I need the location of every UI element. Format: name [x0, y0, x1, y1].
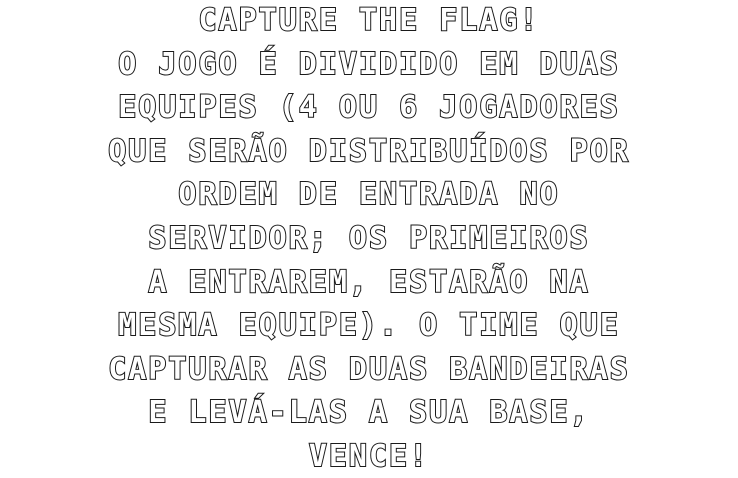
- rules-line-10: VENCE!: [308, 438, 430, 474]
- rules-line-7: MESMA EQUIPE). O TIME QUE: [118, 308, 620, 344]
- rules-title: CAPTURE THE FLAG!: [198, 3, 540, 38]
- rules-line-3: QUE SERÃO DISTRIBUÍDOS POR: [108, 133, 630, 169]
- rules-line-9: E LEVÁ-LAS A SUA BASE,: [148, 395, 590, 431]
- rules-line-1: O JOGO É DIVIDIDO EM DUAS: [118, 46, 620, 82]
- rules-line-8: CAPTURAR AS DUAS BANDEIRAS: [108, 351, 630, 387]
- rules-line-5: SERVIDOR; OS PRIMEIROS: [148, 220, 590, 256]
- rules-line-6: A ENTRAREM, ESTARÃO NA: [148, 264, 590, 300]
- rules-line-2: EQUIPES (4 OU 6 JOGADORES: [118, 90, 620, 126]
- rules-line-4: ORDEM DE ENTRADA NO: [178, 177, 560, 213]
